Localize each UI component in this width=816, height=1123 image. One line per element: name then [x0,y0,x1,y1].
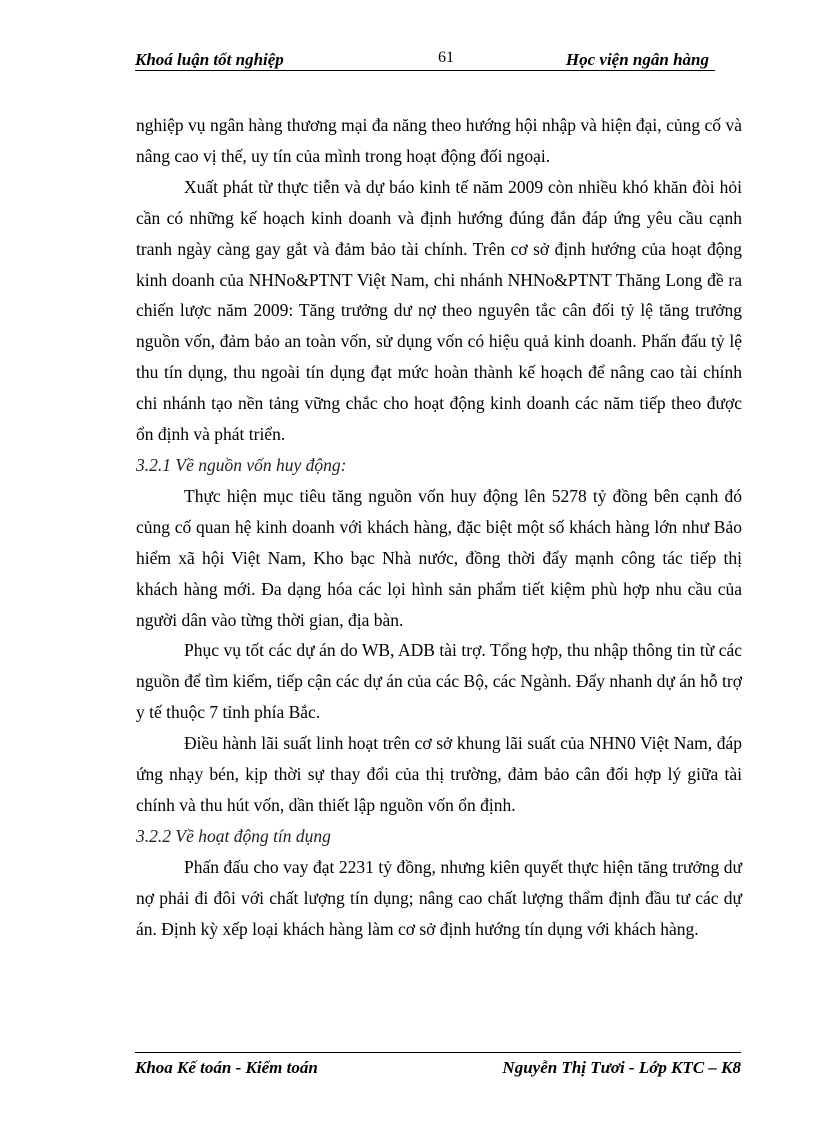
section-heading-capital: 3.2.1 Về nguồn vốn huy động: [136,454,347,475]
footer-department: Khoa Kế toán - Kiểm toán [135,1058,318,1077]
paragraph-continuation: nghiệp vụ ngân hàng thương mại đa năng theo hướng hội nhập và hiện đại, củng cố và nâng cao vị thế, uy tín của mình trong hoạt động đối ngoại. [136,115,742,166]
paragraph-capital-target: Thực hiện mục tiêu tăng nguồn vốn huy động lên 5278 tỷ đồng bên cạnh đó củng cố quan hệ kinh doanh với khách hàng, đặc biệt một số khách hàng lớn như Bảo hiểm xã hội Việt Nam, Kho bạc Nhà nước, đồng thời đẩy mạnh công tác tiếp thị khách hàng mới. Đa dạng hóa các lọi hình sản phẩm tiết kiệm phù hợp nhu cầu của người dân vào từng thời gian, địa bàn. [136,485,742,630]
paragraph-projects: Phục vụ tốt các dự án do WB, ADB tài trợ. Tổng hợp, thu nhập thông tin từ các nguồn để tìm kiếm, tiếp cận các dự án của các Bộ, các Ngành. Đẩy nhanh dự án hỗ trợ y tế thuộc 7 tỉnh phía Bắc. [136,640,742,723]
footer-author: Nguyễn Thị Tươi - Lớp KTC – K8 [502,1058,741,1077]
page-footer [135,1052,741,1081]
header-thesis-title: Khoá luận tốt nghiệp [135,50,284,69]
paragraph-credit: Phấn đấu cho vay đạt 2231 tỷ đồng, nhưng kiên quyết thực hiện tăng trưởng dư nợ phải đi đôi với chất lượng tín dụng; nâng cao chất lượng thẩm định đầu tư các dự án. Định kỳ xếp loại khách hàng làm cơ sở định hướng tín dụng với khách hàng. [136,856,742,939]
page-header [135,48,715,71]
page-number: 61 [438,49,454,66]
page-body [136,110,742,944]
paragraph-strategy: Xuất phát từ thực tiễn và dự báo kinh tế năm 2009 còn nhiều khó khăn đòi hỏi cần có những kế hoạch kinh doanh và định hướng đúng đắn đáp ứng yêu cầu cạnh tranh ngày càng gay gắt và đảm bảo tài chính. Trên cơ sở định hướng của hoạt động kinh doanh của NHNo&PTNT Việt Nam, chi nhánh NHNo&PTNT Thăng Long đề ra chiến lược năm 2009: Tăng trưởng dư nợ theo nguyên tắc cân đối tỷ lệ tăng trưởng nguồn vốn, đảm bảo an toàn vốn, sử dụng vốn có hiệu quả kinh doanh. Phấn đấu tỷ lệ thu tín dụng, thu ngoài tín dụng đạt mức hoàn thành kế hoạch để nâng cao tài chính chi nhánh tạo nền tảng vững chắc cho hoạt động kinh doanh các năm tiếp theo được ổn định và phát triển. [136,176,742,445]
header-institution: Học viện ngân hàng [565,50,709,69]
paragraph-interest-rate: Điều hành lãi suất linh hoạt trên cơ sở khung lãi suất của NHN0 Việt Nam, đáp ứng nhạy bén, kịp thời sự thay đổi của thị trường, đảm bảo cân đối hợp lý giữa tài chính và thu hút vốn, dần thiết lập nguồn vốn ổn định. [136,733,742,815]
section-heading-credit: 3.2.2 Về hoạt động tín dụng [136,825,331,846]
